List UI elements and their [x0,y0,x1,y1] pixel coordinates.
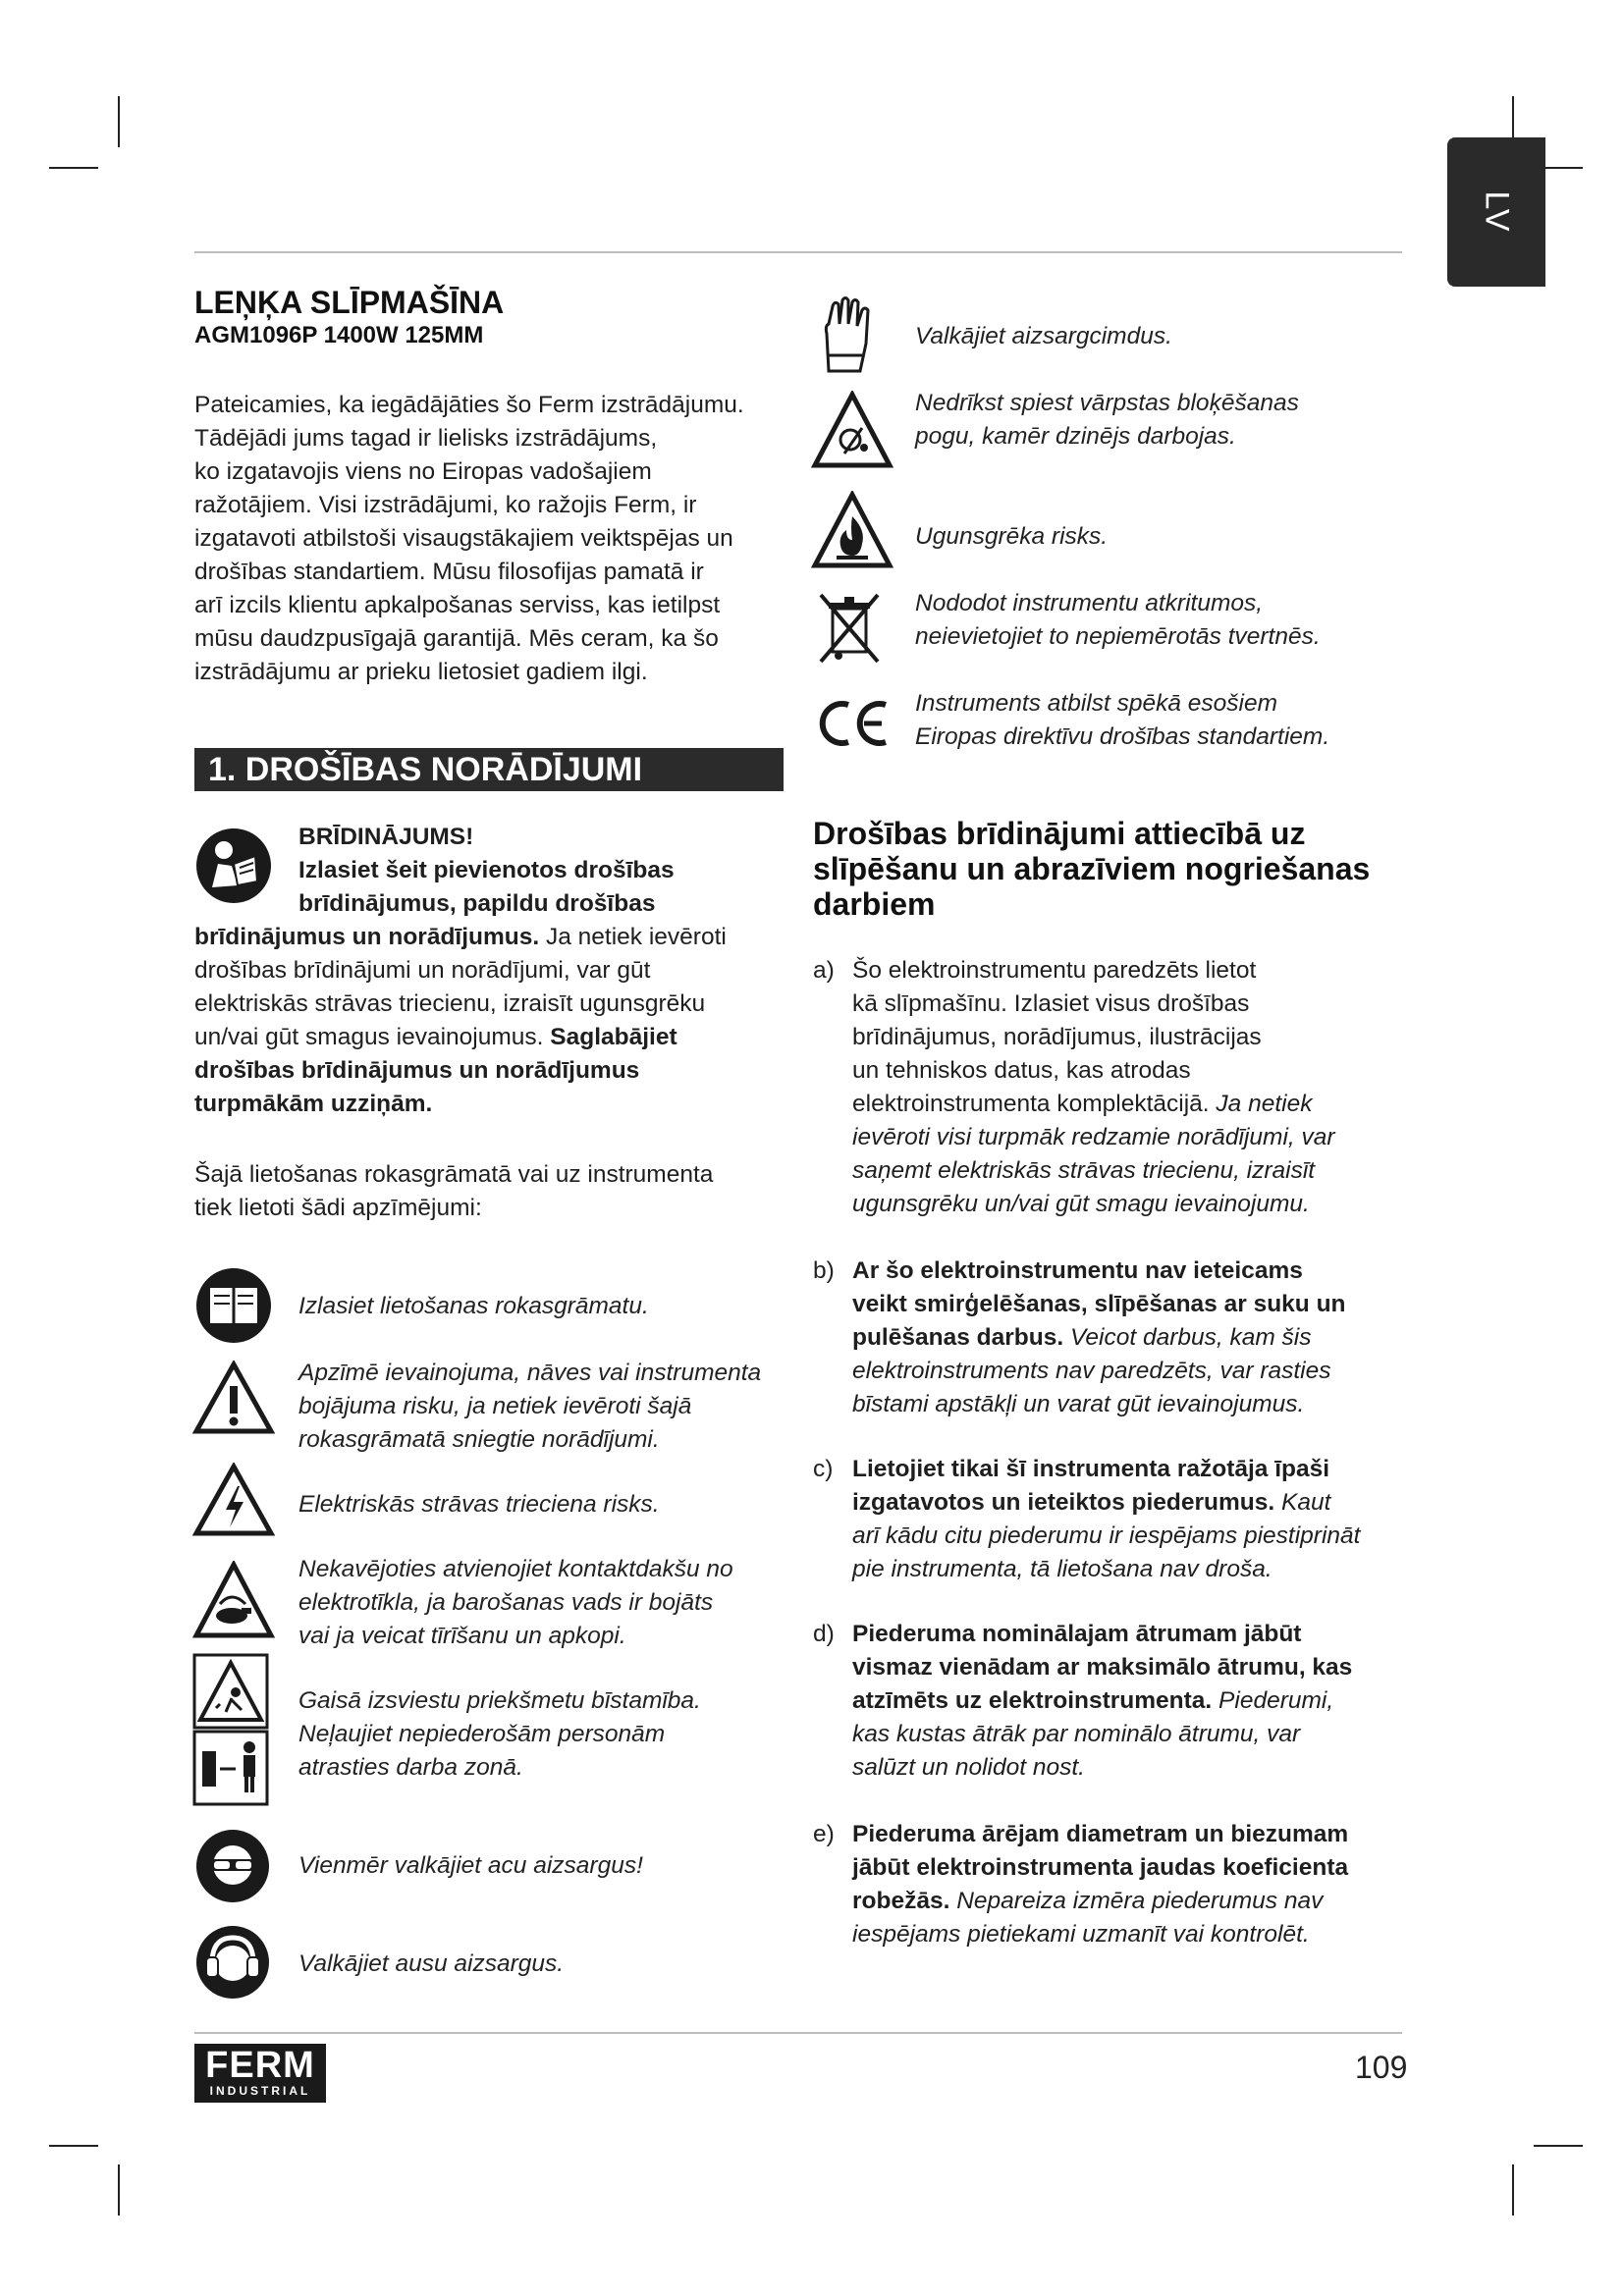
document-title: LEŅĶA SLĪPMAŠĪNA [194,285,505,320]
item-line: Ar šo elektroinstrumentu nav ieteicams [852,1257,1303,1284]
warning-line: un/vai gūt smagus ievainojumus. Saglabājiet [194,1024,677,1050]
item-line: vismaz vienādam ar maksimālo ātrumu, kas [852,1654,1353,1681]
item-line: ugunsgrēku un/vai gūt smagu ievainojumu. [852,1191,1310,1217]
symbol-text: Apzīmē ievainojuma, nāves vai instrumenta bojājuma risku, ja netiek ievēroti šajā rokasgrāmatā sniegtie norādījumi. [298,1360,762,1453]
item-letter: a) [813,957,835,984]
warning-line: brīdinājumus un norādījumus. Ja netiek ievēroti [194,924,727,950]
electric-shock-icon [192,1463,275,1537]
item-line: pie instrumenta, tā lietošana nav droša. [852,1556,1272,1582]
item-line: ievēroti visi turpmāk redzamie norādījumi, var [852,1124,1335,1150]
intro-line: ražotājiem. Visi izstrādājumi, ko ražojis Ferm, ir [194,492,697,518]
item-line: brīdinājumus, norādījumus, ilustrācijas [852,1024,1262,1050]
crop-mark [49,167,98,169]
intro-paragraph [194,389,803,689]
gloves-icon [815,294,878,377]
symbol-text: Gaisā izsviestu priekšmetu bīstamība. Neļaujiet nepiederošām personām atrasties darba zonā. [298,1687,701,1781]
item-line: saņemt elektriskās strāvas triecienu, izraisīt [852,1157,1316,1184]
item-letter: e) [813,1821,835,1847]
item-line: bīstami apstākļi un varat gūt ievainojumus. [852,1391,1305,1417]
unplug-icon [192,1561,275,1639]
crop-mark [49,2145,98,2147]
symbols-intro: Šajā lietošanas rokasgrāmatā vai uz instrumenta tiek lietoti šādi apzīmējumi: [194,1161,714,1221]
crop-mark [118,2164,120,2216]
flying-objects-icon [192,1653,269,1806]
warning-line: elektriskās strāvas triecienu, izraisīt ugunsgrēku [194,990,706,1017]
item-line: Šo elektroinstrumentu paredzēts lietot [852,957,1257,984]
spindle-lock-icon [811,391,893,469]
item-line: kas kustas ātrāk par nominālo ātrumu, var [852,1721,1301,1747]
right-section-heading: Drošības brīdinājumi attiecībā uz slīpēšanu un abrazīviem nogriešanas darbiem [813,816,1371,922]
item-line: izgatavotos un ieteiktos piederumus. Kaut [852,1489,1331,1516]
intro-line: mūsu daudzpusīgajā garantijā. Mēs ceram, ka šo [194,625,719,652]
warning-line: drošības brīdinājumi un norādījumi, var gūt [194,957,651,984]
logo-text: FERM [205,2045,315,2086]
item-line: arī kādu citu piederumu ir iespējams piestiprināt [852,1522,1361,1549]
item-line: elektroinstruments nav paredzēts, var rasties [852,1358,1331,1384]
top-rule [194,251,1402,253]
weee-bin-icon [815,589,884,666]
intro-line: ko izgatavojis viens no Eiropas vadošajiem [194,458,652,485]
eye-protection-icon [194,1828,271,1904]
intro-line: Tādējādi jums tagad ir lielisks izstrādājums, [194,425,658,452]
item-body [852,1255,1436,1421]
item-body [852,1818,1436,1951]
item-line: elektroinstrumenta komplektācijā. Ja netiek [852,1091,1313,1117]
warning-line: brīdinājumus, papildu drošības [298,890,656,917]
fire-risk-icon [811,491,893,569]
bottom-rule [194,2032,1402,2034]
item-line: robežās. Nepareiza izmēra piederumus nav [852,1888,1324,1914]
crop-mark [1512,2164,1514,2216]
ferm-logo [194,2044,326,2103]
item-line: Piederuma ārējam diametram un biezumam [852,1821,1349,1847]
symbol-text: Vienmēr valkājiet acu aizsargus! [298,1852,643,1879]
crop-mark [118,96,120,147]
item-line: Lietojiet tikai šī instrumenta ražotāja īpaši [852,1456,1330,1482]
item-body [852,1618,1436,1785]
symbol-text: Izlasiet lietošanas rokasgrāmatu. [298,1293,649,1319]
symbol-text: Nododot instrumentu atkritumos, neievietojiet to nepiemērotās tvertnēs. [915,590,1321,650]
item-letter: b) [813,1257,835,1284]
symbol-text: Nekavējoties atvienojiet kontaktdakšu no elektrotīkla, ja barošanas vads ir bojāts vai ja veicat tīrīšanu un apkopi. [298,1556,733,1649]
intro-line: izgatavoti atbilstoši visaugstākajiem veiktspējas un [194,525,733,552]
symbol-text: Valkājiet ausu aizsargus. [298,1950,565,1977]
page-number: 109 [1355,2050,1408,2085]
ce-mark-icon [813,697,892,750]
language-tab-label: LV [1478,190,1516,234]
item-body [852,954,1436,1221]
symbol-text: Valkājiet aizsargcimdus. [915,323,1172,349]
item-line: iespējams pietiekami uzmanīt vai kontrolēt. [852,1921,1310,1948]
logo-subtext: INDUSTRIAL [209,2084,311,2098]
intro-line: drošības standartiem. Mūsu filosofijas pamatā ir [194,559,704,585]
symbol-text: Instruments atbilst spēkā esošiem Eiropas direktīvu drošības standartiem. [915,690,1330,750]
item-body [852,1453,1436,1586]
warning-heading: BRĪDINĀJUMS! [298,824,474,850]
item-line: Piederuma nominālajam ātrumam jābūt [852,1621,1302,1647]
symbol-text: Elektriskās strāvas trieciena risks. [298,1491,660,1518]
item-letter: c) [813,1456,834,1482]
item-line: veikt smirģelēšanas, slīpēšanas ar suku un [852,1291,1346,1317]
intro-line: Pateicamies, ka iegādājāties šo Ferm izstrādājumu. [194,392,744,418]
language-tab [1447,137,1545,287]
item-line: pulēšanas darbus. Veicot darbus, kam šis [852,1324,1312,1351]
intro-line: izstrādājumu ar prieku lietosiet gadiem ilgi. [194,659,648,685]
item-line: kā slīpmašīnu. Izlasiet visus drošības [852,990,1250,1017]
section-heading: 1. DROŠĪBAS NORĀDĪJUMI [194,748,784,791]
item-line: salūzt un nolidot nost. [852,1754,1085,1781]
intro-line: arī izcils klientu apkalpošanas serviss, kas ietilpst [194,592,721,618]
manual-icon [194,1266,273,1345]
warning-block [194,821,803,1121]
warning-line: turpmākām uzziņām. [194,1091,433,1117]
model-number: AGM1096P 1400W 125MM [194,322,484,348]
crop-mark [1534,2145,1583,2147]
item-line: atzīmēts uz elektroinstrumenta. Piederumi, [852,1687,1334,1714]
item-line: jābūt elektroinstrumenta jaudas koeficienta [852,1854,1349,1881]
item-letter: d) [813,1621,835,1647]
ear-protection-icon [194,1924,271,2001]
symbol-text: Ugunsgrēka risks. [915,523,1109,550]
warning-triangle-icon [192,1361,275,1435]
item-line: un tehniskos datus, kas atrodas [852,1057,1191,1084]
warning-line: Izlasiet šeit pievienotos drošības [298,857,675,883]
warning-line: drošības brīdinājumus un norādījumus [194,1057,640,1084]
symbol-text: Nedrīkst spiest vārpstas bloķēšanas pogu, kamēr dzinējs darbojas. [915,390,1299,450]
